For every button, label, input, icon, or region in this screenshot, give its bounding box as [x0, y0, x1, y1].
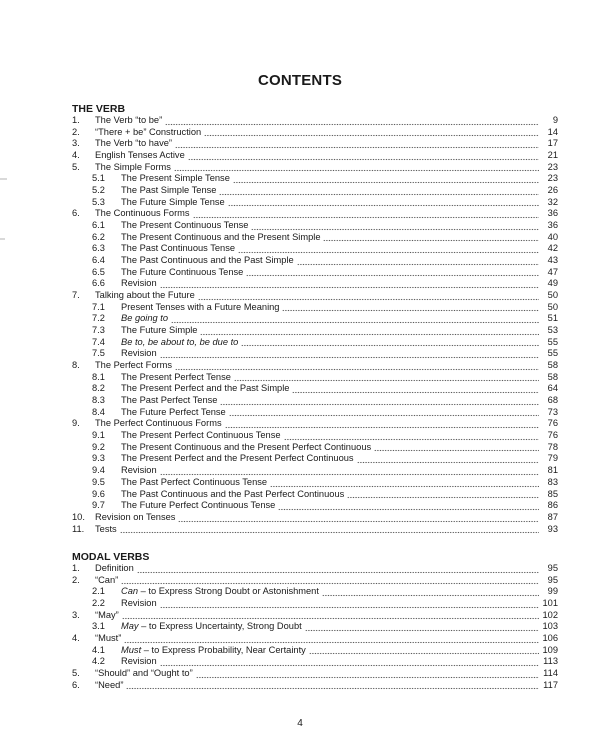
entry-number: 9.1: [92, 430, 105, 441]
entry-number: 6.4: [92, 255, 105, 266]
dot-leader: [246, 274, 539, 277]
scan-edge-mark: [0, 238, 5, 240]
entry-page-number: 99: [547, 586, 558, 597]
section-the-verb: [72, 104, 558, 535]
page-title: CONTENTS: [257, 72, 343, 89]
toc-list: [72, 115, 558, 535]
toc-entry: [72, 465, 558, 477]
entry-number: 2.: [72, 574, 80, 585]
dot-leader: [160, 664, 539, 667]
entry-page-number: 53: [547, 325, 558, 336]
toc-entry: [72, 407, 558, 419]
entry-page-number: 68: [547, 395, 558, 406]
entry-title: “May”: [95, 609, 119, 620]
entry-page-number: 78: [547, 441, 558, 452]
dot-leader: [124, 641, 539, 644]
entry-number: 4.: [72, 150, 80, 161]
entry-title: Present Tenses with a Future Meaning: [121, 301, 280, 312]
entry-number: 3.: [72, 609, 80, 620]
toc-entry: [72, 243, 558, 255]
toc-entry: [72, 185, 558, 197]
entry-title: The Future Continuous Tense: [121, 266, 244, 277]
entry-number: 1.: [72, 115, 80, 125]
dot-leader: [225, 426, 539, 429]
dot-leader: [196, 676, 539, 679]
toc-entry: [72, 656, 558, 668]
dot-leader: [229, 414, 539, 417]
entry-number: 5.1: [92, 173, 105, 184]
toc-entry: [72, 645, 558, 657]
entry-title: The Past Simple Tense: [121, 185, 217, 196]
dot-leader: [171, 321, 539, 324]
toc-list: [72, 563, 558, 691]
entry-page-number: 51: [547, 313, 558, 324]
entry-title: Talking about the Future: [95, 290, 195, 301]
entry-page-number: 95: [547, 574, 558, 585]
entry-page-number: 95: [547, 563, 558, 573]
dot-leader: [374, 449, 539, 452]
toc-entry: [72, 418, 558, 430]
entry-page-number: 76: [547, 430, 558, 441]
dot-leader: [238, 251, 539, 254]
entry-number: 7.4: [92, 336, 105, 347]
entry-number: 2.2: [92, 598, 105, 609]
scan-edge-mark: [0, 178, 7, 180]
dot-leader: [347, 496, 539, 499]
toc-entry: [72, 575, 558, 587]
toc-entry: [72, 162, 558, 174]
dot-leader: [198, 298, 539, 301]
page-number: 4: [297, 718, 303, 729]
entry-page-number: 21: [547, 150, 558, 161]
entry-page-number: 55: [547, 336, 558, 347]
entry-page-number: 93: [547, 523, 558, 534]
entry-page-number: 58: [547, 371, 558, 382]
entry-page-number: 58: [547, 360, 558, 371]
toc-entry: [72, 208, 558, 220]
entry-number: 7.1: [92, 301, 105, 312]
toc-entry: [72, 610, 558, 622]
entry-title: [121, 621, 302, 633]
entry-number: 5.: [72, 668, 80, 679]
entry-title-rest: – to Express Probability, Near Certainty: [141, 644, 306, 655]
entry-number: 9.: [72, 418, 80, 429]
entry-title: “Must”: [95, 633, 122, 644]
entry-number: 8.: [72, 360, 80, 371]
entry-number: 2.: [72, 126, 80, 137]
dot-leader: [188, 158, 539, 161]
toc-entry: [72, 680, 558, 692]
entry-title: “Can”: [95, 574, 119, 585]
dot-leader: [357, 461, 539, 464]
entry-number: 9.3: [92, 453, 105, 464]
entry-page-number: 101: [542, 598, 558, 609]
toc-entry: [72, 477, 558, 489]
entry-title: English Tenses Active: [95, 150, 185, 161]
entry-page-number: 43: [547, 255, 558, 266]
section-heading: MODAL VERBS: [72, 551, 150, 563]
dot-leader: [165, 123, 539, 126]
entry-page-number: 86: [547, 500, 558, 511]
dot-leader: [234, 379, 539, 382]
toc-entry: [72, 220, 558, 232]
dot-leader: [178, 520, 539, 523]
entry-page-number: 40: [547, 231, 558, 242]
dot-leader: [270, 485, 539, 488]
entry-number: 9.5: [92, 476, 105, 487]
dot-leader: [292, 391, 539, 394]
dot-leader: [175, 368, 539, 371]
entry-page-number: 109: [542, 644, 558, 655]
entry-page-number: 106: [542, 633, 558, 644]
entry-page-number: 32: [547, 196, 558, 207]
dot-leader: [175, 146, 539, 149]
entry-title: [121, 645, 306, 657]
entry-title: The Past Perfect Continuous Tense: [121, 476, 268, 487]
entry-number: 5.2: [92, 185, 105, 196]
dot-leader: [160, 356, 539, 359]
entry-title: The Simple Forms: [95, 161, 171, 172]
toc-entry: [72, 383, 558, 395]
toc-entry: [72, 633, 558, 645]
entry-number: 6.: [72, 679, 80, 690]
dot-leader: [122, 617, 539, 620]
toc-entry: [72, 500, 558, 512]
toc-entry: [72, 290, 558, 302]
toc-entry: [72, 668, 558, 680]
dot-leader: [251, 228, 539, 231]
toc-entry: [72, 278, 558, 290]
entry-number: 6.2: [92, 231, 105, 242]
toc-entry: [72, 512, 558, 524]
entry-title: The Future Perfect Tense: [121, 406, 226, 417]
entry-number: 7.3: [92, 325, 105, 336]
toc-entry: [72, 150, 558, 162]
entry-title: Be to, be about to, be due to: [121, 336, 239, 347]
entry-title: The Past Continuous and the Past Simple: [121, 255, 294, 266]
entry-number: 6.: [72, 208, 80, 219]
entry-number: 10.: [72, 511, 85, 522]
dot-leader: [120, 531, 539, 534]
entry-number: 4.2: [92, 656, 105, 667]
toc-entry: [72, 621, 558, 633]
entry-number: 6.3: [92, 243, 105, 254]
entry-title: The Future Simple Tense: [121, 196, 225, 207]
entry-number: 8.3: [92, 395, 105, 406]
entry-title: Be going to: [121, 313, 169, 324]
entry-number: 8.1: [92, 371, 105, 382]
entry-number: 11.: [72, 523, 85, 534]
toc-entry: [72, 563, 558, 575]
entry-title: The Past Perfect Tense: [121, 395, 218, 406]
entry-number: 8.2: [92, 383, 105, 394]
entry-page-number: 55: [547, 348, 558, 359]
entry-page-number: 36: [547, 208, 558, 219]
entry-title-italic: Can: [121, 586, 139, 597]
entry-page-number: 23: [547, 161, 558, 172]
entry-title: The Verb “to be”: [95, 115, 163, 125]
dot-leader: [228, 204, 539, 207]
toc-entry: [72, 267, 558, 279]
dot-leader: [137, 571, 539, 574]
toc-entry: [72, 372, 558, 384]
toc-entry: [72, 524, 558, 536]
entry-number: 5.3: [92, 196, 105, 207]
entry-title: Revision: [121, 465, 157, 476]
entry-title: Tests: [95, 523, 117, 534]
entry-number: 9.7: [92, 500, 105, 511]
toc-entry: [72, 453, 558, 465]
entry-number: 9.4: [92, 465, 105, 476]
toc-entry: [72, 337, 558, 349]
toc-entry: [72, 173, 558, 185]
toc-entry: [72, 442, 558, 454]
toc-entry: [72, 586, 558, 598]
entry-page-number: 76: [547, 418, 558, 429]
dot-leader: [193, 216, 539, 219]
toc-entry: [72, 138, 558, 150]
dot-leader: [323, 239, 539, 242]
entry-title: The Present Perfect Continuous Tense: [121, 430, 281, 441]
entry-title: “There + be” Construction: [95, 126, 202, 137]
toc-entry: [72, 232, 558, 244]
entry-number: 4.: [72, 633, 80, 644]
entry-title: The Present Perfect and the Past Simple: [121, 383, 290, 394]
toc-entry: [72, 348, 558, 360]
entry-title: Revision: [121, 656, 157, 667]
entry-number: 2.1: [92, 586, 105, 597]
entry-title: The Verb “to have”: [95, 138, 172, 149]
section-modal-verbs: [72, 552, 558, 691]
entry-page-number: 9: [552, 115, 558, 125]
entry-page-number: 50: [547, 301, 558, 312]
entry-title: Revision: [121, 598, 157, 609]
entry-page-number: 103: [542, 621, 558, 632]
entry-title: The Perfect Continuous Forms: [95, 418, 222, 429]
entry-number: 6.6: [92, 278, 105, 289]
entry-page-number: 47: [547, 266, 558, 277]
entry-title: [121, 586, 319, 598]
entry-page-number: 23: [547, 173, 558, 184]
toc-entry: [72, 325, 558, 337]
toc-entry: [72, 255, 558, 267]
entry-title: The Future Perfect Continuous Tense: [121, 500, 276, 511]
entry-number: 6.1: [92, 220, 105, 231]
entry-page-number: 114: [543, 668, 558, 679]
dot-leader: [204, 134, 539, 137]
entry-title: The Present Perfect and the Present Perfect Continuous: [121, 453, 354, 464]
entry-number: 5.: [72, 161, 80, 172]
dot-leader: [121, 582, 539, 585]
dot-leader: [282, 309, 539, 312]
entry-page-number: 79: [547, 453, 558, 464]
entry-page-number: 64: [547, 383, 558, 394]
entry-number: 4.1: [92, 644, 105, 655]
entry-title: “Should” and “Ought to”: [95, 668, 193, 679]
entry-page-number: 113: [543, 656, 558, 667]
dot-leader: [220, 403, 539, 406]
toc-entry: [72, 197, 558, 209]
entry-title: The Perfect Forms: [95, 360, 172, 371]
entry-number: 7.5: [92, 348, 105, 359]
entry-page-number: 85: [547, 488, 558, 499]
entry-title-rest: – to Express Uncertainty, Strong Doubt: [138, 621, 302, 632]
entry-title: The Present Perfect Tense: [121, 371, 231, 382]
entry-page-number: 83: [547, 476, 558, 487]
entry-number: 6.5: [92, 266, 105, 277]
entry-number: 7.2: [92, 313, 105, 324]
dot-leader: [160, 286, 539, 289]
entry-title: “Need”: [95, 679, 124, 690]
entry-title: The Continuous Forms: [95, 208, 190, 219]
entry-title: Revision on Tenses: [95, 511, 176, 522]
toc-entry: [72, 115, 558, 127]
dot-leader: [284, 438, 539, 441]
toc-entry: [72, 598, 558, 610]
dot-leader: [160, 473, 539, 476]
entry-page-number: 73: [547, 406, 558, 417]
entry-page-number: 50: [547, 290, 558, 301]
entry-page-number: 17: [547, 138, 558, 149]
entry-page-number: 102: [542, 609, 558, 620]
entry-number: 9.2: [92, 441, 105, 452]
entry-page-number: 36: [547, 220, 558, 231]
entry-title-italic: May: [121, 621, 139, 632]
entry-title: The Present Continuous and the Present Simple: [121, 231, 321, 242]
toc-entry: [72, 360, 558, 372]
entry-title-rest: – to Express Strong Doubt or Astonishment: [138, 586, 319, 597]
toc-entry: [72, 127, 558, 139]
toc-entry: [72, 489, 558, 501]
entry-page-number: 117: [543, 679, 558, 690]
entry-title-italic: Must: [121, 644, 142, 655]
entry-number: 3.: [72, 138, 80, 149]
dot-leader: [200, 333, 539, 336]
entry-number: 9.6: [92, 488, 105, 499]
entry-title: Definition: [95, 563, 134, 573]
entry-number: 3.1: [92, 621, 105, 632]
entry-title: Revision: [121, 348, 157, 359]
entry-title: The Present Continuous Tense: [121, 220, 249, 231]
entry-number: 8.4: [92, 406, 105, 417]
entry-page-number: 49: [547, 278, 558, 289]
toc-entry: [72, 302, 558, 314]
dot-leader: [305, 629, 539, 632]
dot-leader: [309, 652, 539, 655]
dot-leader: [278, 508, 539, 511]
toc-entry: [72, 430, 558, 442]
entry-title: The Present Continuous and the Present Perfect Continuous: [121, 441, 372, 452]
section-heading: THE VERB: [72, 103, 126, 115]
entry-page-number: 26: [547, 185, 558, 196]
dot-leader: [219, 193, 539, 196]
dot-leader: [160, 606, 539, 609]
entry-page-number: 81: [547, 465, 558, 476]
entry-number: 1.: [72, 563, 80, 573]
dot-leader: [297, 263, 539, 266]
entry-title: The Present Simple Tense: [121, 173, 230, 184]
dot-leader: [126, 687, 539, 690]
entry-page-number: 14: [547, 126, 558, 137]
toc-entry: [72, 313, 558, 325]
dot-leader: [241, 344, 539, 347]
entry-page-number: 42: [547, 243, 558, 254]
entry-number: 7.: [72, 290, 80, 301]
entry-title: The Future Simple: [121, 325, 198, 336]
entry-title: The Past Continuous Tense: [121, 243, 236, 254]
toc-entry: [72, 395, 558, 407]
entry-title: Revision: [121, 278, 157, 289]
entry-title: The Past Continuous and the Past Perfect Continuous: [121, 488, 345, 499]
dot-leader: [174, 169, 539, 172]
dot-leader: [233, 181, 539, 184]
entry-page-number: 87: [547, 511, 558, 522]
dot-leader: [322, 594, 539, 597]
